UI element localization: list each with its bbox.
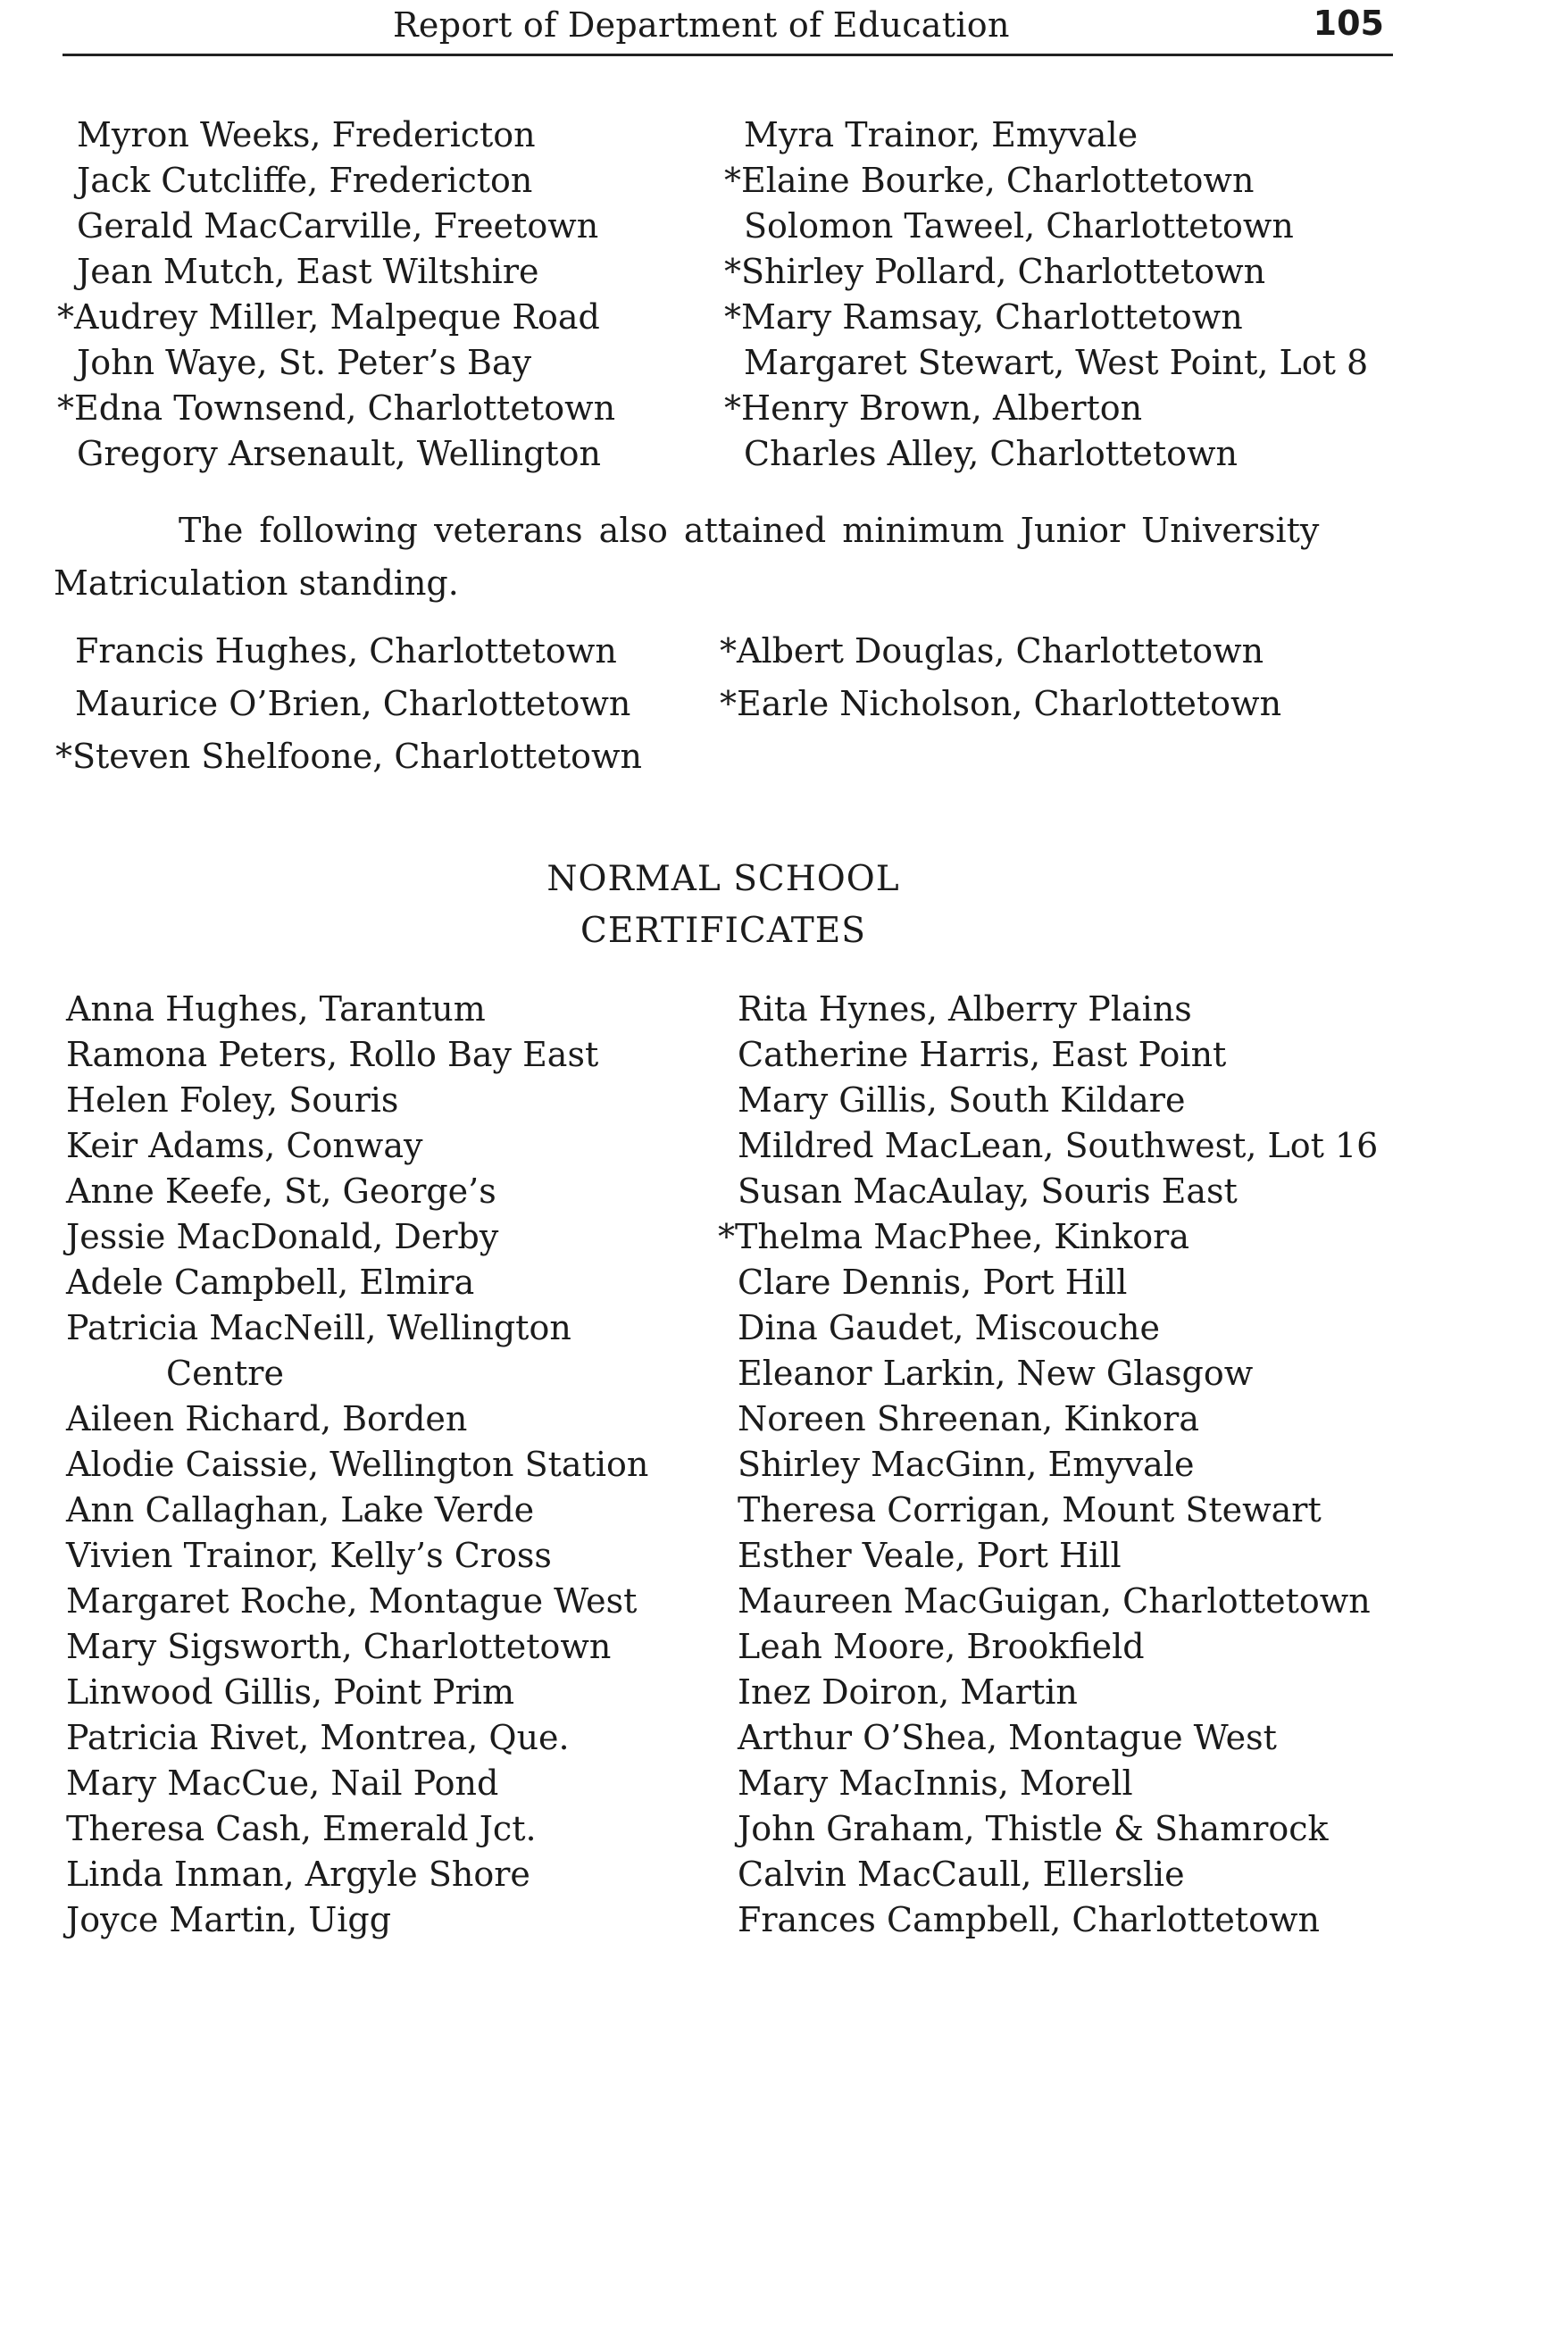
list-item: *Mary Ramsay, Charlottetown xyxy=(724,297,1243,337)
list-item: Clare Dennis, Port Hill xyxy=(738,1263,1128,1302)
list-item: Joyce Martin, Uigg xyxy=(66,1900,392,1939)
list-item: *Steven Shelfoone, Charlottetown xyxy=(55,737,642,776)
certificates-right-column xyxy=(718,987,1379,1943)
veterans-note xyxy=(54,504,1393,610)
list-item: Rita Hynes, Alberry Plains xyxy=(738,989,1192,1029)
list-item: Arthur O’Shea, Montague West xyxy=(738,1718,1277,1757)
list-item: Anna Hughes, Tarantum xyxy=(66,989,486,1029)
list-item: *Shirley Pollard, Charlottetown xyxy=(724,252,1266,291)
note-line: The following veterans also attained minimum Junior University xyxy=(179,511,1320,550)
list-item: Jessie MacDonald, Derby xyxy=(66,1217,499,1256)
list-item: *Edna Townsend, Charlottetown xyxy=(57,388,616,428)
list-item: *Albert Douglas, Charlottetown xyxy=(720,631,1264,671)
list-item: *Earle Nicholson, Charlottetown xyxy=(720,684,1282,723)
list-item: Helen Foley, Souris xyxy=(66,1080,399,1120)
list-item: Linwood Gillis, Point Prim xyxy=(66,1672,514,1712)
list-item: Theresa Cash, Emerald Jct. xyxy=(66,1809,537,1848)
running-header xyxy=(63,2,1393,56)
page-number: 105 xyxy=(1313,4,1384,43)
certificates-left-column xyxy=(66,987,648,1943)
list-item: Margaret Stewart, West Point, Lot 8 xyxy=(744,343,1369,382)
list-item: Frances Campbell, Charlottetown xyxy=(738,1900,1320,1939)
veterans-left-column xyxy=(55,625,642,783)
running-title: Report of Department of Education xyxy=(393,5,1010,45)
list-item: Shirley MacGinn, Emyvale xyxy=(738,1445,1195,1484)
list-item: Charles Alley, Charlottetown xyxy=(744,434,1238,473)
list-item: *Audrey Miller, Malpeque Road xyxy=(57,297,600,337)
list-item: Leah Moore, Brookfield xyxy=(738,1627,1145,1666)
list-item: Calvin MacCaull, Ellerslie xyxy=(738,1855,1185,1894)
list-item: John Graham, Thistle & Shamrock xyxy=(738,1809,1329,1848)
list-item: Ramona Peters, Rollo Bay East xyxy=(66,1035,599,1074)
list-item: Inez Doiron, Martin xyxy=(738,1672,1078,1712)
list-item: Ann Callaghan, Lake Verde xyxy=(66,1490,535,1530)
list-item: Mildred MacLean, Southwest, Lot 16 xyxy=(738,1126,1379,1165)
list-item: Jack Cutcliffe, Fredericton xyxy=(77,161,533,200)
list-item: Aileen Richard, Borden xyxy=(66,1399,468,1438)
list-item: Patricia MacNeill, Wellington xyxy=(66,1308,571,1347)
list-item: Gerald MacCarville, Freetown xyxy=(77,206,599,246)
list-item: Jean Mutch, East Wiltshire xyxy=(77,252,539,291)
list-item: Eleanor Larkin, New Glasgow xyxy=(738,1354,1254,1393)
list-item: *Elaine Bourke, Charlottetown xyxy=(724,161,1255,200)
list-item: *Henry Brown, Alberton xyxy=(724,388,1143,428)
list-item: Keir Adams, Conway xyxy=(66,1126,423,1165)
section-heading: NORMAL SCHOOL xyxy=(546,859,900,899)
list-item: Vivien Trainor, Kelly’s Cross xyxy=(66,1536,552,1575)
list-item: Adele Campbell, Elmira xyxy=(66,1263,475,1302)
veterans-right-column xyxy=(720,625,1281,730)
list-item-continuation: Centre xyxy=(166,1354,284,1393)
list-item: Solomon Taweel, Charlottetown xyxy=(744,206,1294,246)
list-item: Susan MacAulay, Souris East xyxy=(738,1171,1238,1211)
list-item: Catherine Harris, East Point xyxy=(738,1035,1227,1074)
list-item: Noreen Shreenan, Kinkora xyxy=(738,1399,1199,1438)
list-item: Myron Weeks, Fredericton xyxy=(77,115,536,154)
list-item: *Thelma MacPhee, Kinkora xyxy=(718,1217,1189,1256)
list-item: Dina Gaudet, Miscouche xyxy=(738,1308,1160,1347)
list-item: Mary MacCue, Nail Pond xyxy=(66,1763,499,1803)
section-heading: CERTIFICATES xyxy=(580,911,866,951)
list-item: Mary Gillis, South Kildare xyxy=(738,1080,1186,1120)
list-item: Alodie Caissie, Wellington Station xyxy=(66,1445,649,1484)
list-item: Theresa Corrigan, Mount Stewart xyxy=(738,1490,1322,1530)
list-item: Linda Inman, Argyle Shore xyxy=(66,1855,530,1894)
list-item: Gregory Arsenault, Wellington xyxy=(77,434,602,473)
list-item: Maurice O’Brien, Charlottetown xyxy=(75,684,631,723)
list-item: Patricia Rivet, Montrea, Que. xyxy=(66,1718,570,1757)
note-line: Matriculation standing. xyxy=(54,563,459,603)
list-item: John Waye, St. Peter’s Bay xyxy=(77,343,532,382)
list-item: Myra Trainor, Emyvale xyxy=(744,115,1138,154)
list-item: Anne Keefe, St, George’s xyxy=(66,1171,496,1211)
list-item: Esther Veale, Port Hill xyxy=(738,1536,1122,1575)
list-item: Maureen MacGuigan, Charlottetown xyxy=(738,1581,1371,1621)
list-item: Mary MacInnis, Morell xyxy=(738,1763,1133,1803)
matriculation-left-column xyxy=(57,113,616,477)
list-item: Mary Sigsworth, Charlottetown xyxy=(66,1627,612,1666)
matriculation-right-column xyxy=(724,113,1369,477)
list-item: Francis Hughes, Charlottetown xyxy=(75,631,617,671)
list-item: Margaret Roche, Montague West xyxy=(66,1581,638,1621)
